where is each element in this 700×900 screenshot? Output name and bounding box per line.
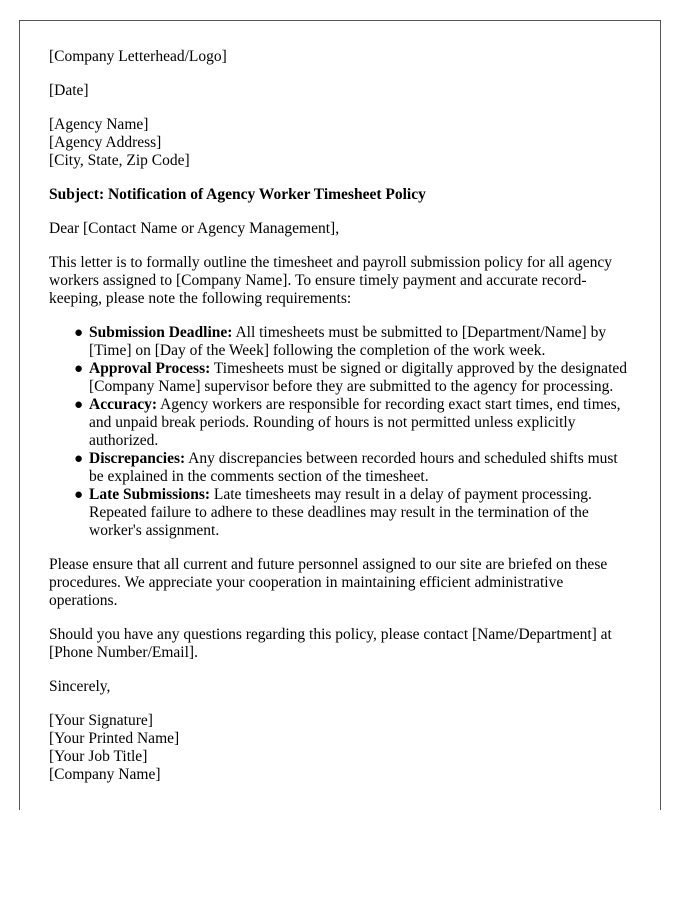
recipient-address bbox=[49, 116, 631, 170]
requirement-text: Late timesheets may result in a delay of payment processing. Repeated failure to adhere to these deadlines may result in the termination of the worker's assignment. bbox=[89, 486, 592, 539]
bullet-icon: ● bbox=[74, 325, 84, 341]
requirement-text: All timesheets must be submitted to [Department/Name] by [Time] on [Day of the Week] following the completion of the work week. bbox=[89, 324, 607, 359]
list-item bbox=[74, 360, 631, 396]
list-item bbox=[74, 396, 631, 450]
requirement-term: Discrepancies: bbox=[89, 450, 186, 467]
requirement-text: Agency workers are responsible for recording exact start times, end times, and unpaid break periods. Rounding of hours is not permitted unless explicitly authorized. bbox=[89, 396, 621, 449]
requirement-text: Timesheets must be signed or digitally approved by the designated [Company Name] supervisor before they are submitted to the agency for processing. bbox=[89, 360, 628, 395]
requirement-term: Accuracy: bbox=[89, 396, 157, 413]
company-name: [Company Name] bbox=[49, 766, 161, 783]
signoff: Sincerely, bbox=[49, 678, 111, 695]
letter-page bbox=[19, 20, 661, 810]
requirement-term: Submission Deadline: bbox=[89, 324, 233, 341]
letterhead: [Company Letterhead/Logo] bbox=[49, 48, 227, 65]
subject-line: Subject: Notification of Agency Worker Timesheet Policy bbox=[49, 186, 426, 203]
bullet-icon: ● bbox=[74, 397, 84, 413]
requirement-term: Late Submissions: bbox=[89, 486, 211, 503]
printed-name: [Your Printed Name] bbox=[49, 730, 180, 747]
recipient-name: [Agency Name] bbox=[49, 116, 149, 133]
recipient-city: [City, State, Zip Code] bbox=[49, 152, 190, 169]
signature-line: [Your Signature] bbox=[49, 712, 153, 729]
letter-date: [Date] bbox=[49, 82, 89, 99]
requirements-list bbox=[49, 324, 631, 540]
recipient-street: [Agency Address] bbox=[49, 134, 162, 151]
intro-paragraph: This letter is to formally outline the timesheet and payroll submission policy for all agency workers assigned to [Company Name]. To ensure timely payment and accurate record-keeping, please note the following requirements: bbox=[49, 254, 613, 307]
list-item bbox=[74, 324, 631, 360]
requirement-term: Approval Process: bbox=[89, 360, 211, 377]
bullet-icon: ● bbox=[74, 451, 84, 467]
signature-block bbox=[49, 712, 631, 784]
contact-paragraph: Should you have any questions regarding this policy, please contact [Name/Department] at [Phone Number/Email]. bbox=[49, 626, 612, 661]
job-title: [Your Job Title] bbox=[49, 748, 148, 765]
requirement-text: Any discrepancies between recorded hours and scheduled shifts must be explained in the comments section of the timesheet. bbox=[89, 450, 618, 485]
salutation: Dear [Contact Name or Agency Management], bbox=[49, 220, 340, 237]
bullet-icon: ● bbox=[74, 361, 84, 377]
list-item bbox=[74, 486, 631, 540]
bullet-icon: ● bbox=[74, 487, 84, 503]
closing-paragraph: Please ensure that all current and future personnel assigned to our site are briefed on these procedures. We appreciate your cooperation in maintaining efficient administrative operations. bbox=[49, 556, 608, 609]
list-item bbox=[74, 450, 631, 486]
